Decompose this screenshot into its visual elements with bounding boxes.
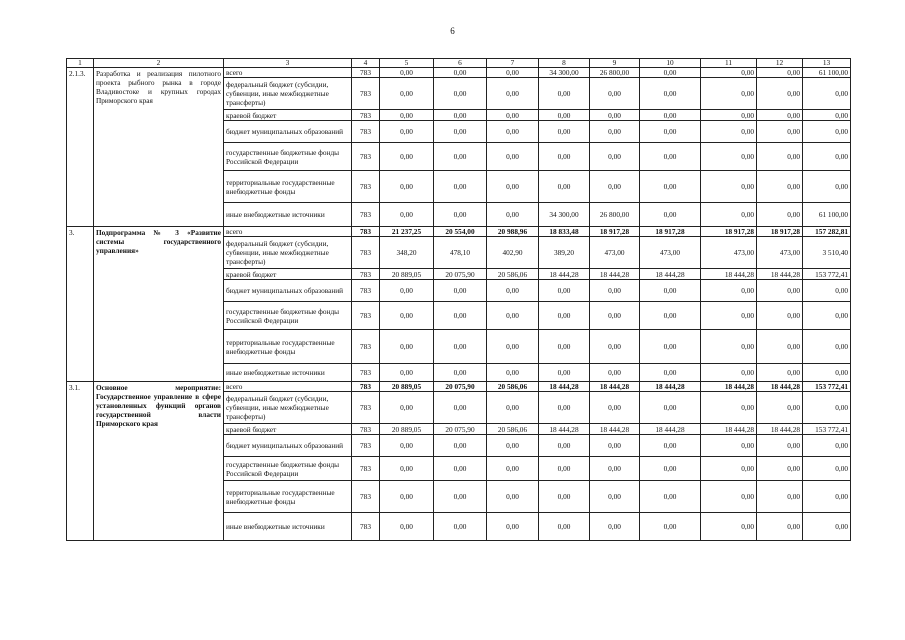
value-cell: 0,00 bbox=[539, 280, 590, 302]
budget-table bbox=[66, 58, 851, 541]
value-cell: 0,00 bbox=[487, 330, 539, 364]
value-cell: 20 075,90 bbox=[434, 424, 487, 435]
value-cell: 0,00 bbox=[434, 78, 487, 110]
value-cell: 0,00 bbox=[803, 78, 851, 110]
value-cell: 0,00 bbox=[380, 392, 434, 424]
grbs-code: 783 bbox=[352, 280, 380, 302]
value-cell: 0,00 bbox=[757, 110, 803, 121]
value-cell: 0,00 bbox=[434, 280, 487, 302]
value-cell: 0,00 bbox=[640, 143, 701, 171]
value-cell: 0,00 bbox=[803, 392, 851, 424]
value-cell: 0,00 bbox=[640, 392, 701, 424]
column-header-3: 3 bbox=[224, 59, 352, 68]
value-cell: 153 772,41 bbox=[803, 269, 851, 280]
value-cell: 0,00 bbox=[434, 364, 487, 382]
value-cell: 0,00 bbox=[380, 121, 434, 143]
value-cell: 473,00 bbox=[701, 237, 757, 269]
value-cell: 18 444,28 bbox=[590, 424, 640, 435]
value-cell: 0,00 bbox=[757, 143, 803, 171]
funding-source: иные внебюджетные источники bbox=[224, 364, 352, 382]
grbs-code: 783 bbox=[352, 382, 380, 392]
grbs-code: 783 bbox=[352, 392, 380, 424]
funding-source: федеральный бюджет (субсидии, субвенции, иные межбюджетные трансферты) bbox=[224, 78, 352, 110]
item-name: Подпрограмма № 3 «Развитие системы государственного управления» bbox=[94, 227, 224, 382]
value-cell: 18 917,28 bbox=[757, 227, 803, 237]
grbs-code: 783 bbox=[352, 203, 380, 227]
value-cell: 0,00 bbox=[434, 171, 487, 203]
value-cell: 18 444,28 bbox=[539, 382, 590, 392]
grbs-code: 783 bbox=[352, 237, 380, 269]
value-cell: 389,20 bbox=[539, 237, 590, 269]
column-header-11: 11 bbox=[701, 59, 757, 68]
funding-source: всего bbox=[224, 382, 352, 392]
column-header-12: 12 bbox=[757, 59, 803, 68]
funding-source: краевой бюджет bbox=[224, 269, 352, 280]
value-cell: 0,00 bbox=[380, 78, 434, 110]
grbs-code: 783 bbox=[352, 78, 380, 110]
funding-source: всего bbox=[224, 227, 352, 237]
value-cell: 157 282,81 bbox=[803, 227, 851, 237]
value-cell: 20 889,05 bbox=[380, 424, 434, 435]
value-cell: 18 444,28 bbox=[590, 382, 640, 392]
value-cell: 0,00 bbox=[640, 457, 701, 481]
value-cell: 0,00 bbox=[487, 68, 539, 78]
value-cell: 0,00 bbox=[539, 481, 590, 513]
value-cell: 0,00 bbox=[590, 364, 640, 382]
value-cell: 0,00 bbox=[487, 171, 539, 203]
value-cell: 473,00 bbox=[757, 237, 803, 269]
value-cell: 0,00 bbox=[640, 513, 701, 541]
value-cell: 0,00 bbox=[803, 302, 851, 330]
column-header-8: 8 bbox=[539, 59, 590, 68]
value-cell: 0,00 bbox=[487, 143, 539, 171]
item-code: 3. bbox=[67, 227, 94, 382]
value-cell: 0,00 bbox=[487, 364, 539, 382]
column-header-5: 5 bbox=[380, 59, 434, 68]
grbs-code: 783 bbox=[352, 121, 380, 143]
value-cell: 0,00 bbox=[380, 280, 434, 302]
value-cell: 0,00 bbox=[803, 481, 851, 513]
value-cell: 20 889,05 bbox=[380, 269, 434, 280]
table-body bbox=[67, 59, 851, 541]
value-cell: 473,00 bbox=[590, 237, 640, 269]
value-cell: 0,00 bbox=[590, 280, 640, 302]
column-header-1: 1 bbox=[67, 59, 94, 68]
value-cell: 0,00 bbox=[701, 171, 757, 203]
value-cell: 20 889,05 bbox=[380, 382, 434, 392]
value-cell: 18 444,28 bbox=[757, 382, 803, 392]
value-cell: 18 444,28 bbox=[590, 269, 640, 280]
value-cell: 0,00 bbox=[757, 203, 803, 227]
value-cell: 0,00 bbox=[434, 481, 487, 513]
table-row bbox=[67, 382, 851, 392]
grbs-code: 783 bbox=[352, 330, 380, 364]
item-name: Основное мероприятие: Государственное управление в сфере установленных функций органов государственной власти Приморского края bbox=[94, 382, 224, 541]
item-code: 3.1. bbox=[67, 382, 94, 541]
value-cell: 0,00 bbox=[590, 121, 640, 143]
grbs-code: 783 bbox=[352, 110, 380, 121]
value-cell: 18 444,28 bbox=[757, 424, 803, 435]
value-cell: 0,00 bbox=[590, 171, 640, 203]
value-cell: 20 988,96 bbox=[487, 227, 539, 237]
value-cell: 18 917,28 bbox=[640, 227, 701, 237]
value-cell: 0,00 bbox=[640, 364, 701, 382]
funding-source: территориальные государственные внебюджетные фонды bbox=[224, 330, 352, 364]
value-cell: 18 444,28 bbox=[640, 382, 701, 392]
column-header-13: 13 bbox=[803, 59, 851, 68]
value-cell: 0,00 bbox=[640, 481, 701, 513]
value-cell: 0,00 bbox=[701, 203, 757, 227]
column-header-7: 7 bbox=[487, 59, 539, 68]
value-cell: 0,00 bbox=[434, 110, 487, 121]
table-row bbox=[67, 227, 851, 237]
value-cell: 0,00 bbox=[757, 330, 803, 364]
value-cell: 0,00 bbox=[539, 330, 590, 364]
value-cell: 61 100,00 bbox=[803, 68, 851, 78]
value-cell: 0,00 bbox=[757, 171, 803, 203]
value-cell: 20 586,06 bbox=[487, 269, 539, 280]
value-cell: 0,00 bbox=[803, 110, 851, 121]
value-cell: 0,00 bbox=[487, 121, 539, 143]
grbs-code: 783 bbox=[352, 481, 380, 513]
value-cell: 18 444,28 bbox=[701, 269, 757, 280]
item-code: 2.1.3. bbox=[67, 68, 94, 227]
value-cell: 0,00 bbox=[640, 330, 701, 364]
value-cell: 0,00 bbox=[539, 364, 590, 382]
value-cell: 26 800,00 bbox=[590, 203, 640, 227]
value-cell: 0,00 bbox=[803, 121, 851, 143]
value-cell: 34 300,00 bbox=[539, 68, 590, 78]
value-cell: 0,00 bbox=[380, 513, 434, 541]
grbs-code: 783 bbox=[352, 435, 380, 457]
value-cell: 20 075,90 bbox=[434, 269, 487, 280]
value-cell: 18 444,28 bbox=[640, 269, 701, 280]
value-cell: 0,00 bbox=[487, 110, 539, 121]
value-cell: 0,00 bbox=[434, 392, 487, 424]
value-cell: 0,00 bbox=[803, 143, 851, 171]
value-cell: 0,00 bbox=[487, 302, 539, 330]
value-cell: 0,00 bbox=[701, 68, 757, 78]
value-cell: 18 917,28 bbox=[701, 227, 757, 237]
value-cell: 0,00 bbox=[640, 203, 701, 227]
value-cell: 0,00 bbox=[803, 364, 851, 382]
column-header-4: 4 bbox=[352, 59, 380, 68]
value-cell: 0,00 bbox=[757, 78, 803, 110]
value-cell: 473,00 bbox=[640, 237, 701, 269]
page-number: 6 bbox=[450, 26, 455, 36]
column-header-9: 9 bbox=[590, 59, 640, 68]
value-cell: 18 444,28 bbox=[701, 424, 757, 435]
value-cell: 0,00 bbox=[590, 481, 640, 513]
value-cell: 153 772,41 bbox=[803, 382, 851, 392]
value-cell: 0,00 bbox=[640, 302, 701, 330]
value-cell: 0,00 bbox=[539, 78, 590, 110]
value-cell: 0,00 bbox=[701, 364, 757, 382]
value-cell: 20 586,06 bbox=[487, 382, 539, 392]
value-cell: 0,00 bbox=[757, 481, 803, 513]
value-cell: 0,00 bbox=[803, 513, 851, 541]
grbs-code: 783 bbox=[352, 364, 380, 382]
value-cell: 0,00 bbox=[803, 330, 851, 364]
column-header-row bbox=[67, 59, 851, 68]
value-cell: 0,00 bbox=[487, 203, 539, 227]
value-cell: 0,00 bbox=[803, 435, 851, 457]
value-cell: 20 075,90 bbox=[434, 382, 487, 392]
value-cell: 20 586,06 bbox=[487, 424, 539, 435]
value-cell: 26 800,00 bbox=[590, 68, 640, 78]
value-cell: 0,00 bbox=[757, 280, 803, 302]
value-cell: 0,00 bbox=[434, 457, 487, 481]
value-cell: 0,00 bbox=[701, 121, 757, 143]
value-cell: 0,00 bbox=[487, 457, 539, 481]
value-cell: 0,00 bbox=[487, 513, 539, 541]
value-cell: 0,00 bbox=[701, 392, 757, 424]
value-cell: 0,00 bbox=[539, 171, 590, 203]
value-cell: 0,00 bbox=[757, 68, 803, 78]
value-cell: 0,00 bbox=[380, 457, 434, 481]
grbs-code: 783 bbox=[352, 68, 380, 78]
grbs-code: 783 bbox=[352, 457, 380, 481]
grbs-code: 783 bbox=[352, 424, 380, 435]
item-name: Разработка и реализация пилотного проекта рыбного рынка в городе Владивостоке и крупных городах Приморского края bbox=[94, 68, 224, 227]
value-cell: 0,00 bbox=[539, 392, 590, 424]
funding-source: федеральный бюджет (субсидии, субвенции, иные межбюджетные трансферты) bbox=[224, 237, 352, 269]
funding-source: федеральный бюджет (субсидии, субвенции, иные межбюджетные трансферты) bbox=[224, 392, 352, 424]
grbs-code: 783 bbox=[352, 171, 380, 203]
value-cell: 0,00 bbox=[434, 302, 487, 330]
value-cell: 0,00 bbox=[701, 143, 757, 171]
value-cell: 0,00 bbox=[757, 302, 803, 330]
funding-source: государственные бюджетные фонды Российской Федерации bbox=[224, 143, 352, 171]
value-cell: 0,00 bbox=[590, 143, 640, 171]
funding-source: бюджет муниципальных образований bbox=[224, 435, 352, 457]
value-cell: 348,20 bbox=[380, 237, 434, 269]
value-cell: 0,00 bbox=[701, 330, 757, 364]
value-cell: 0,00 bbox=[590, 392, 640, 424]
value-cell: 0,00 bbox=[434, 435, 487, 457]
funding-source: территориальные государственные внебюджетные фонды bbox=[224, 171, 352, 203]
value-cell: 0,00 bbox=[701, 280, 757, 302]
grbs-code: 783 bbox=[352, 269, 380, 280]
value-cell: 0,00 bbox=[380, 330, 434, 364]
value-cell: 0,00 bbox=[487, 435, 539, 457]
value-cell: 0,00 bbox=[640, 171, 701, 203]
value-cell: 0,00 bbox=[380, 435, 434, 457]
value-cell: 0,00 bbox=[539, 513, 590, 541]
value-cell: 0,00 bbox=[640, 110, 701, 121]
table-row bbox=[67, 68, 851, 78]
value-cell: 34 300,00 bbox=[539, 203, 590, 227]
value-cell: 0,00 bbox=[701, 78, 757, 110]
value-cell: 478,10 bbox=[434, 237, 487, 269]
value-cell: 18 444,28 bbox=[701, 382, 757, 392]
column-header-10: 10 bbox=[640, 59, 701, 68]
value-cell: 0,00 bbox=[590, 78, 640, 110]
funding-source: бюджет муниципальных образований bbox=[224, 121, 352, 143]
value-cell: 0,00 bbox=[757, 364, 803, 382]
value-cell: 0,00 bbox=[487, 280, 539, 302]
funding-source: краевой бюджет bbox=[224, 424, 352, 435]
value-cell: 0,00 bbox=[380, 110, 434, 121]
value-cell: 0,00 bbox=[640, 121, 701, 143]
value-cell: 0,00 bbox=[757, 121, 803, 143]
grbs-code: 783 bbox=[352, 143, 380, 171]
value-cell: 153 772,41 bbox=[803, 424, 851, 435]
value-cell: 0,00 bbox=[539, 457, 590, 481]
value-cell: 0,00 bbox=[590, 110, 640, 121]
value-cell: 0,00 bbox=[434, 203, 487, 227]
value-cell: 0,00 bbox=[701, 481, 757, 513]
value-cell: 0,00 bbox=[757, 513, 803, 541]
value-cell: 0,00 bbox=[539, 302, 590, 330]
value-cell: 0,00 bbox=[803, 280, 851, 302]
value-cell: 0,00 bbox=[590, 513, 640, 541]
value-cell: 0,00 bbox=[757, 392, 803, 424]
value-cell: 0,00 bbox=[701, 110, 757, 121]
value-cell: 0,00 bbox=[487, 481, 539, 513]
value-cell: 0,00 bbox=[803, 171, 851, 203]
grbs-code: 783 bbox=[352, 227, 380, 237]
value-cell: 0,00 bbox=[539, 110, 590, 121]
value-cell: 0,00 bbox=[434, 143, 487, 171]
value-cell: 0,00 bbox=[434, 68, 487, 78]
value-cell: 18 444,28 bbox=[757, 269, 803, 280]
value-cell: 0,00 bbox=[640, 78, 701, 110]
value-cell: 0,00 bbox=[640, 280, 701, 302]
funding-source: иные внебюджетные источники bbox=[224, 513, 352, 541]
value-cell: 18 444,28 bbox=[539, 424, 590, 435]
value-cell: 0,00 bbox=[539, 143, 590, 171]
value-cell: 18 444,28 bbox=[539, 269, 590, 280]
value-cell: 20 554,00 bbox=[434, 227, 487, 237]
value-cell: 0,00 bbox=[380, 203, 434, 227]
value-cell: 0,00 bbox=[757, 457, 803, 481]
value-cell: 0,00 bbox=[434, 121, 487, 143]
grbs-code: 783 bbox=[352, 513, 380, 541]
value-cell: 0,00 bbox=[487, 392, 539, 424]
value-cell: 0,00 bbox=[701, 302, 757, 330]
value-cell: 0,00 bbox=[380, 481, 434, 513]
value-cell: 3 510,40 bbox=[803, 237, 851, 269]
funding-source: государственные бюджетные фонды Российской Федерации bbox=[224, 457, 352, 481]
value-cell: 0,00 bbox=[757, 435, 803, 457]
value-cell: 0,00 bbox=[539, 121, 590, 143]
value-cell: 0,00 bbox=[640, 435, 701, 457]
value-cell: 0,00 bbox=[701, 457, 757, 481]
value-cell: 0,00 bbox=[487, 78, 539, 110]
column-header-2: 2 bbox=[94, 59, 224, 68]
column-header-6: 6 bbox=[434, 59, 487, 68]
value-cell: 0,00 bbox=[590, 330, 640, 364]
value-cell: 0,00 bbox=[590, 457, 640, 481]
value-cell: 61 100,00 bbox=[803, 203, 851, 227]
value-cell: 0,00 bbox=[590, 435, 640, 457]
grbs-code: 783 bbox=[352, 302, 380, 330]
value-cell: 0,00 bbox=[434, 330, 487, 364]
value-cell: 0,00 bbox=[434, 513, 487, 541]
funding-source: территориальные государственные внебюджетные фонды bbox=[224, 481, 352, 513]
value-cell: 0,00 bbox=[380, 171, 434, 203]
funding-source: всего bbox=[224, 68, 352, 78]
value-cell: 18 833,48 bbox=[539, 227, 590, 237]
funding-source: бюджет муниципальных образований bbox=[224, 280, 352, 302]
value-cell: 0,00 bbox=[640, 68, 701, 78]
value-cell: 402,90 bbox=[487, 237, 539, 269]
value-cell: 0,00 bbox=[380, 143, 434, 171]
value-cell: 0,00 bbox=[380, 364, 434, 382]
value-cell: 0,00 bbox=[539, 435, 590, 457]
value-cell: 0,00 bbox=[701, 513, 757, 541]
value-cell: 0,00 bbox=[380, 68, 434, 78]
value-cell: 18 444,28 bbox=[640, 424, 701, 435]
value-cell: 21 237,25 bbox=[380, 227, 434, 237]
value-cell: 0,00 bbox=[380, 302, 434, 330]
value-cell: 0,00 bbox=[701, 435, 757, 457]
funding-source: государственные бюджетные фонды Российской Федерации bbox=[224, 302, 352, 330]
funding-source: иные внебюджетные источники bbox=[224, 203, 352, 227]
value-cell: 0,00 bbox=[803, 457, 851, 481]
value-cell: 18 917,28 bbox=[590, 227, 640, 237]
value-cell: 0,00 bbox=[590, 302, 640, 330]
funding-source: краевой бюджет bbox=[224, 110, 352, 121]
